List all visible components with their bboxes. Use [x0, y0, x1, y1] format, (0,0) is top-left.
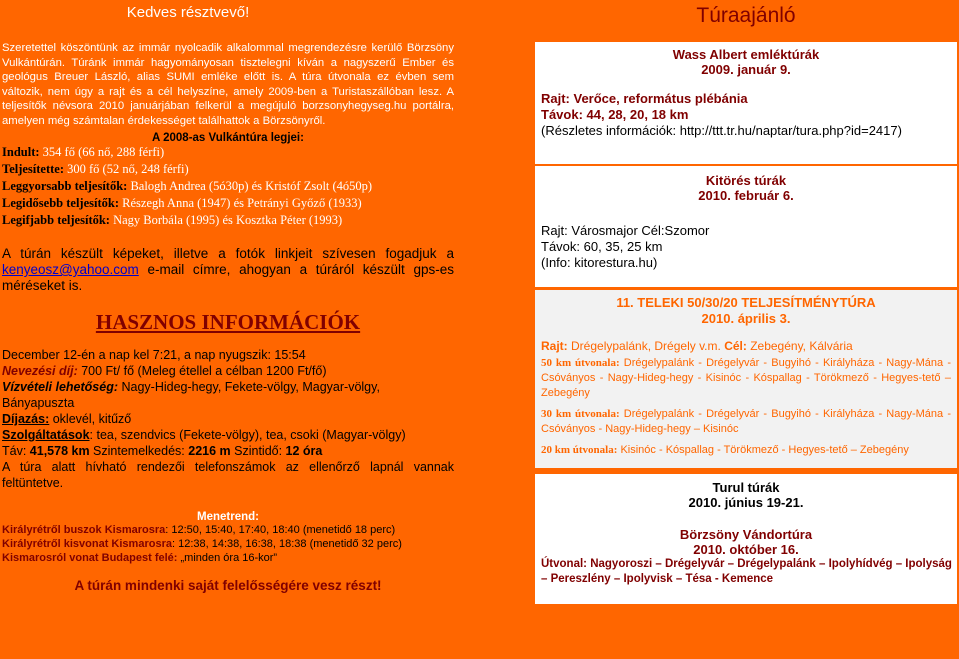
prize-label: Díjazás: [2, 412, 50, 426]
stat-value: Balogh Andrea (5ó30p) és Kristóf Zsolt (4ó50p) [127, 179, 373, 193]
stat-row [2, 195, 454, 212]
event-title: Kitörés túrák [705, 173, 787, 188]
stat-value: 354 fő (66 nő, 288 férfi) [39, 145, 165, 159]
route-value: Drégelypalánk - Drégelyvár - Bugyihó - Királyháza - Nagy-Mána - Csóványos - Nagy-Hideg-hegy - Kisinóc - Kóspallag - Törökmező - Hegyes-tető – Zebegény [541, 357, 951, 399]
stat-label: Legidősebb teljesítők: [2, 196, 120, 210]
event-box-turul [535, 474, 957, 604]
stat-row [2, 212, 454, 229]
event-date: 2010. április 3. [701, 311, 791, 326]
event-title: Turul túrák [712, 480, 780, 495]
event-box-kitores [535, 166, 957, 287]
left-column [2, 4, 454, 593]
service-row [2, 427, 454, 443]
schedule-row [2, 523, 454, 537]
schedule-label: Királyrétről kisvonat Kismarosra [2, 538, 172, 550]
useful-info-heading: HASZNOS INFORMÁCIÓK [95, 310, 361, 334]
prize-row [2, 411, 454, 427]
stat-label: Legifjabb teljesítők: [2, 213, 110, 227]
greeting: Kedves résztvevő! [126, 4, 250, 21]
distance-row [2, 443, 454, 459]
distance-label: Táv: [2, 444, 30, 458]
event-date: 2010. február 6. [698, 188, 794, 203]
event-distances: Távok: 60, 35, 25 km [541, 239, 663, 254]
event-box-teleki [535, 290, 957, 468]
schedule-value: : 12:50, 15:40, 17:40, 18:40 (menetidő 18 perc) [165, 524, 396, 536]
email-link[interactable]: kenyeosz@yahoo.com [2, 262, 139, 277]
event-start-finish [535, 339, 957, 354]
event-start-text: Rajt: Verőce, református plébánia [541, 91, 748, 106]
route-value: Drégelypalánk - Drégelyvár - Bugyihó - Királyháza - Nagy-Mána - Csóványos - Nagy-Hideg-hegy – Kisinóc [541, 408, 951, 435]
stat-row [2, 178, 454, 195]
stat-row [2, 144, 454, 161]
time-label: Szintidő: [230, 444, 286, 458]
start-value: Drégelypalánk, Drégely v.m. [567, 339, 725, 353]
event-distances-text: Távok: 44, 28, 20, 18 km [541, 107, 689, 122]
stat-label: Indult: [2, 145, 40, 159]
event-date-vandortura: 2010. október 16. [693, 542, 799, 557]
event-date: 2009. január 9. [701, 62, 791, 77]
route-description [535, 356, 957, 401]
route-value: Kisinóc - Kóspallag - Törökmező - Hegyes-tető – Zebegény [617, 444, 909, 456]
water-value: Nagy-Hideg-hegy, Fekete-völgy, Magyar-völgy, Bányapuszta [2, 380, 380, 410]
useful-info [2, 347, 454, 491]
event-title-vandortura: Börzsöny Vándortúra [679, 527, 813, 542]
route-label: 20 km útvonala: [541, 444, 618, 456]
schedule-row [2, 551, 454, 565]
event-info: (Részletes információk: http://ttt.tr.hu/naptar/tura.php?id=2417) [541, 123, 902, 138]
start-label: Rajt: [541, 339, 568, 353]
water-row [2, 379, 454, 411]
fee-row [2, 363, 454, 379]
event-title: 11. TELEKI 50/30/20 TELJESÍTMÉNYTÚRA [616, 295, 876, 310]
finish-label: Cél: [724, 339, 747, 353]
stat-label: Leggyorsabb teljesítők: [2, 179, 128, 193]
event-title: Wass Albert emléktúrák [672, 47, 820, 62]
intro-paragraph: Szeretettel köszöntünk az immár nyolcadik alkalommal megrendezésre kerülő Börzsöny Vulkántúrán. Túránk immár hagyományosan tisztelegni kíván a nagyszerű Ember és geológus Breuer László, alias SUMI emléke előtt is. A túra útvonala ez évben sem változik, nem úgy a rajt és a cél helyszíne, amely 2009-ben a Turistaszállóban lesz. A teljesítők névsora 2010 januárjában felkerül a megújuló borzsonyhegyseg.hu portálra, amelyen még számtalan érdekességet találhattok a Börzsönyről. [2, 42, 454, 127]
vandortura-route: Útvonal: Nagyoroszi – Drégelyvár – Drégelypalánk – Ipolyhídvég – Ipolyság – Pereszlény – Ipolyvisk – Tésa - Kemence [541, 558, 952, 585]
route-description [535, 407, 957, 437]
schedule-row [2, 537, 454, 551]
time-value: 12 óra [285, 444, 323, 458]
schedule-heading: Menetrend: [197, 511, 259, 523]
photo-request-text-end: e-mail címre, ahogyan a túráról készült gps-es méréseket is. [2, 262, 454, 293]
elevation-label: Szintemelkedés: [89, 444, 189, 458]
prize-value: oklevél, kitűző [49, 412, 132, 426]
disclaimer: A túrán mindenki saját felelősségére vesz részt! [74, 578, 382, 593]
stat-row [2, 161, 454, 178]
stats-list [2, 144, 454, 229]
schedule-label: Kismarosról vonat Budapest felé: [2, 552, 178, 564]
phones-note: A túra alatt hívható rendezői telefonszámok az ellenőrző lapnál vannak feltüntetve. [2, 460, 454, 490]
event-start [535, 91, 957, 107]
event-info: (Info: kitorestura.hu) [541, 255, 658, 270]
recommendations-title: Túraajánló [696, 4, 796, 27]
distance-value: 41,578 km [29, 444, 90, 458]
route-label: 30 km útvonala: [541, 408, 620, 420]
stat-value: Nagy Borbála (1995) és Kosztka Péter (1993) [109, 213, 343, 227]
elevation-value: 2216 m [188, 444, 231, 458]
schedule-value: : 12:38, 14:38, 16:38, 18:38 (menetidő 32 perc) [171, 538, 402, 550]
stat-value: 300 fő (52 nő, 248 férfi) [64, 162, 189, 176]
sun-times: December 12-én a nap kel 7:21, a nap nyugszik: 15:54 [2, 348, 306, 362]
event-box-wass-albert [535, 42, 957, 164]
service-label: Szolgáltatások [2, 428, 90, 442]
water-label: Vízvételi lehetőség: [2, 380, 119, 394]
photo-request [2, 246, 454, 294]
event-distances [535, 107, 957, 123]
fee-label: Nevezési díj: [2, 364, 78, 378]
event-start: Rajt: Városmajor Cél:Szomor [541, 223, 710, 238]
event-date: 2010. június 19-21. [688, 495, 804, 510]
schedule-label: Királyrétről buszok Kismarosra [2, 524, 166, 536]
schedule-value: „minden óra 16-kor” [177, 552, 278, 564]
schedule-list [2, 523, 454, 565]
stat-value: Részegh Anna (1947) és Petrányi Győző (1933) [119, 196, 362, 210]
route-description [535, 443, 957, 458]
finish-value: Zebegény, Kálvária [746, 339, 853, 353]
stat-label: Teljesítette: [2, 162, 65, 176]
service-value: : tea, szendvics (Fekete-völgy), tea, csoki (Magyar-völgy) [89, 428, 406, 442]
right-column [535, 4, 957, 585]
route-label: 50 km útvonala: [541, 357, 620, 369]
fee-value: 700 Ft/ fő (Meleg étellel a célban 1200 Ft/fő) [77, 364, 327, 378]
stats-heading: A 2008-as Vulkántúra legjei: [152, 132, 304, 144]
photo-request-text: A túrán készült képeket, illetve a fotók linkjeit szívesen fogadjuk a [2, 246, 454, 261]
